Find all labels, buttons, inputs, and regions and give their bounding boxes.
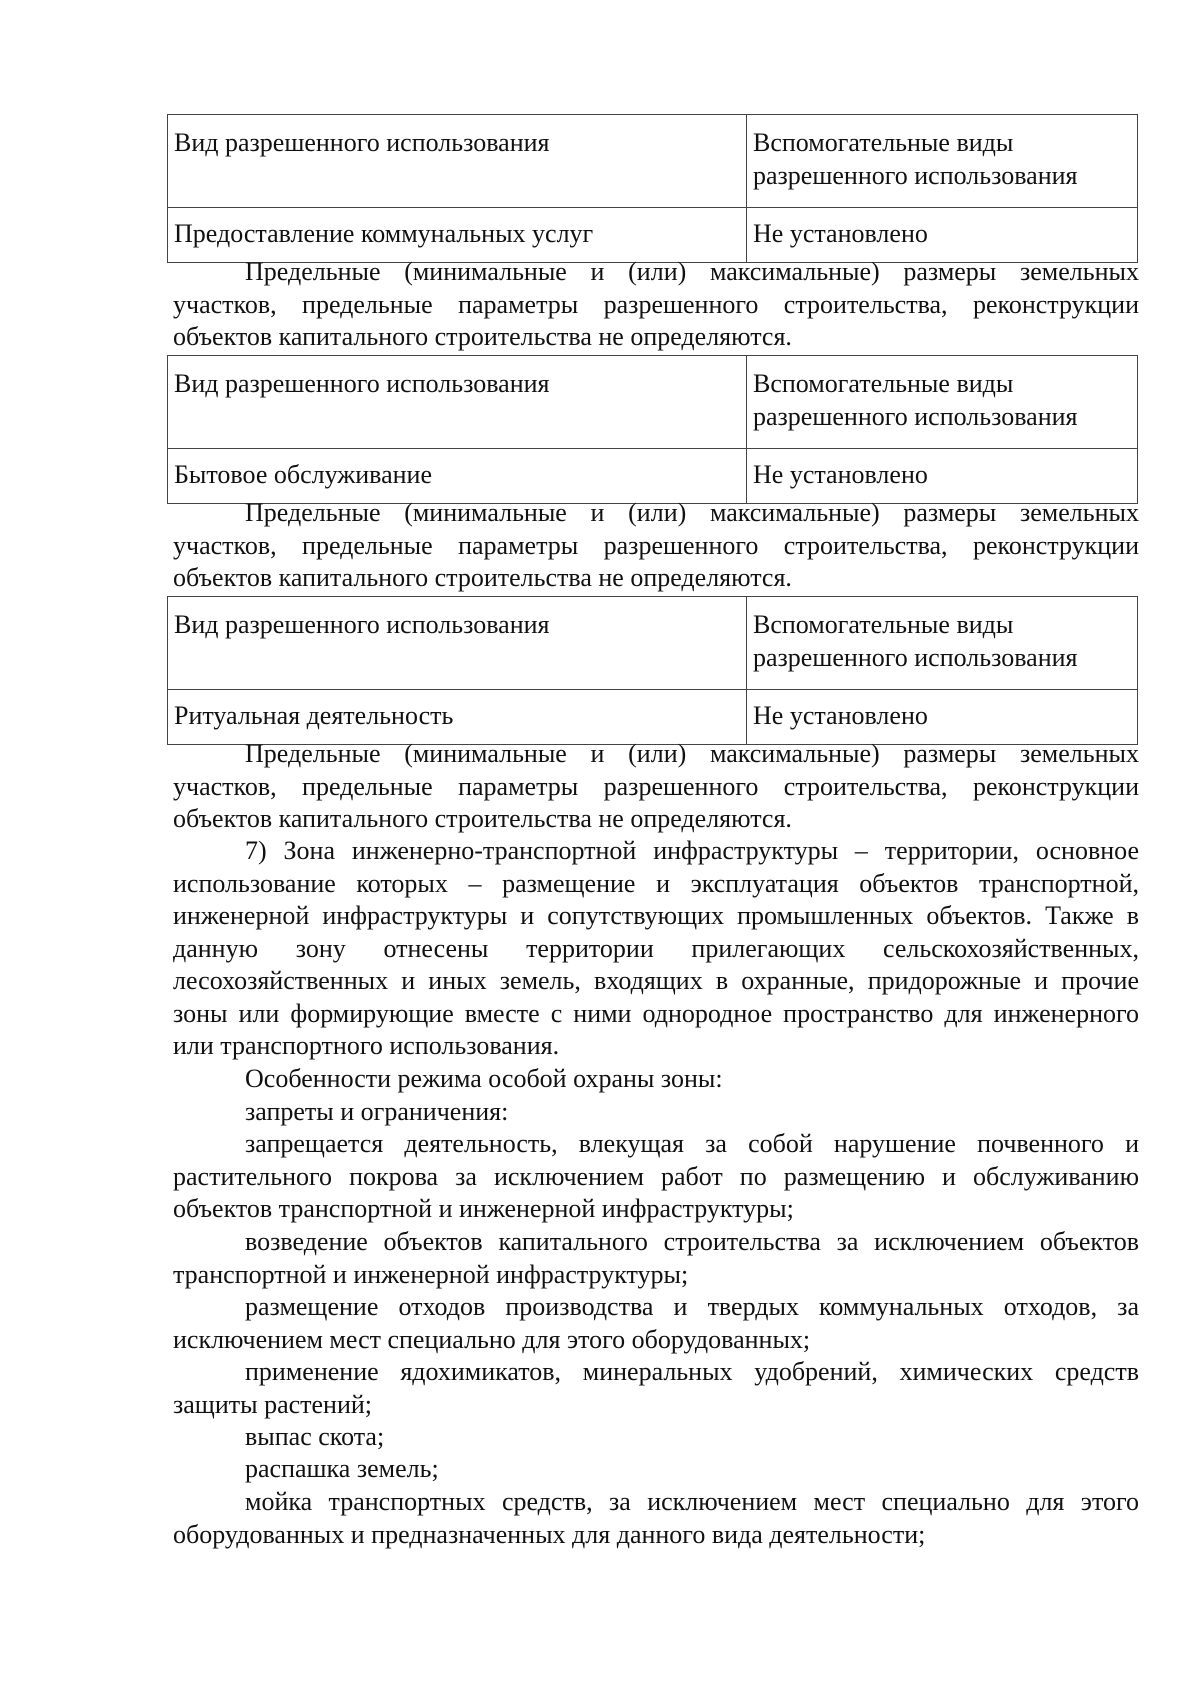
land-use-table-2 [167, 355, 1138, 504]
table-row [168, 690, 1138, 745]
land-use-table-1 [167, 114, 1138, 263]
table-row [168, 208, 1138, 263]
header-auxiliary-use: Вспомогательные виды разрешенного использования [747, 597, 1138, 690]
restriction-item: запрещается деятельность, влекущая за собой нарушение почвенного и растительного покрова за исключением работ по размещению и обслуживанию объектов транспортной и инженерной инфраструктуры; [173, 1129, 1139, 1223]
table-header-row [168, 115, 1138, 208]
table-header-row [168, 597, 1138, 690]
cell-permitted-use: Бытовое обслуживание [168, 449, 747, 504]
regime-heading: Особенности режима особой охраны зоны: [245, 1064, 723, 1093]
header-auxiliary-use: Вспомогательные виды разрешенного использования [747, 115, 1138, 208]
restriction-item: мойка транспортных средств, за исключением мест специально для этого оборудованных и предназначенных для данного вида деятельности; [173, 1487, 1139, 1549]
limits-note-1: Предельные (минимальные и (или) максимальные) размеры земельных участков, предельные параметры разрешенного строительства, реконструкции объектов капитального строительства не определяются. [173, 257, 1139, 351]
cell-auxiliary-use: Не установлено [747, 690, 1138, 745]
table-header-row [168, 356, 1138, 449]
restriction-item: выпас скота; [245, 1422, 385, 1451]
limits-note-3: Предельные (минимальные и (или) максимальные) размеры земельных участков, предельные параметры разрешенного строительства, реконструкции объектов капитального строительства не определяются. [173, 739, 1139, 833]
header-permitted-use: Вид разрешенного использования [168, 115, 747, 208]
land-use-table-3 [167, 596, 1138, 745]
cell-auxiliary-use: Не установлено [747, 208, 1138, 263]
limits-note-2: Предельные (минимальные и (или) максимальные) размеры земельных участков, предельные параметры разрешенного строительства, реконструкции объектов капитального строительства не определяются. [173, 498, 1139, 592]
cell-permitted-use: Предоставление коммунальных услуг [168, 208, 747, 263]
header-permitted-use: Вид разрешенного использования [168, 597, 747, 690]
header-permitted-use: Вид разрешенного использования [168, 356, 747, 449]
header-auxiliary-use: Вспомогательные виды разрешенного использования [747, 356, 1138, 449]
cell-auxiliary-use: Не установлено [747, 449, 1138, 504]
zone-7-description: 7) Зона инженерно-транспортной инфраструктуры – территории, основное использование которых – размещение и эксплуатация объектов транспортной, инженерной инфраструктуры и сопутствующих промышленных объектов. Также в данную зону отнесены территории прилегающих сельскохозяйственных, лесохозяйственных и иных земель, входящих в охранные, придорожные и прочие зоны или формирующие вместе с ними однородное пространство для инженерного или транспортного использования. [173, 836, 1139, 1060]
restriction-item: возведение объектов капитального строительства за исключением объектов транспортной и инженерной инфраструктуры; [173, 1227, 1139, 1289]
restriction-item: распашка земель; [245, 1454, 439, 1483]
restriction-item: размещение отходов производства и твердых коммунальных отходов, за исключением мест специально для этого оборудованных; [173, 1292, 1139, 1354]
restrictions-heading: запреты и ограничения: [245, 1097, 509, 1126]
cell-permitted-use: Ритуальная деятельность [168, 690, 747, 745]
table-row [168, 449, 1138, 504]
restriction-item: применение ядохимикатов, минеральных удобрений, химических средств защиты растений; [173, 1357, 1139, 1419]
